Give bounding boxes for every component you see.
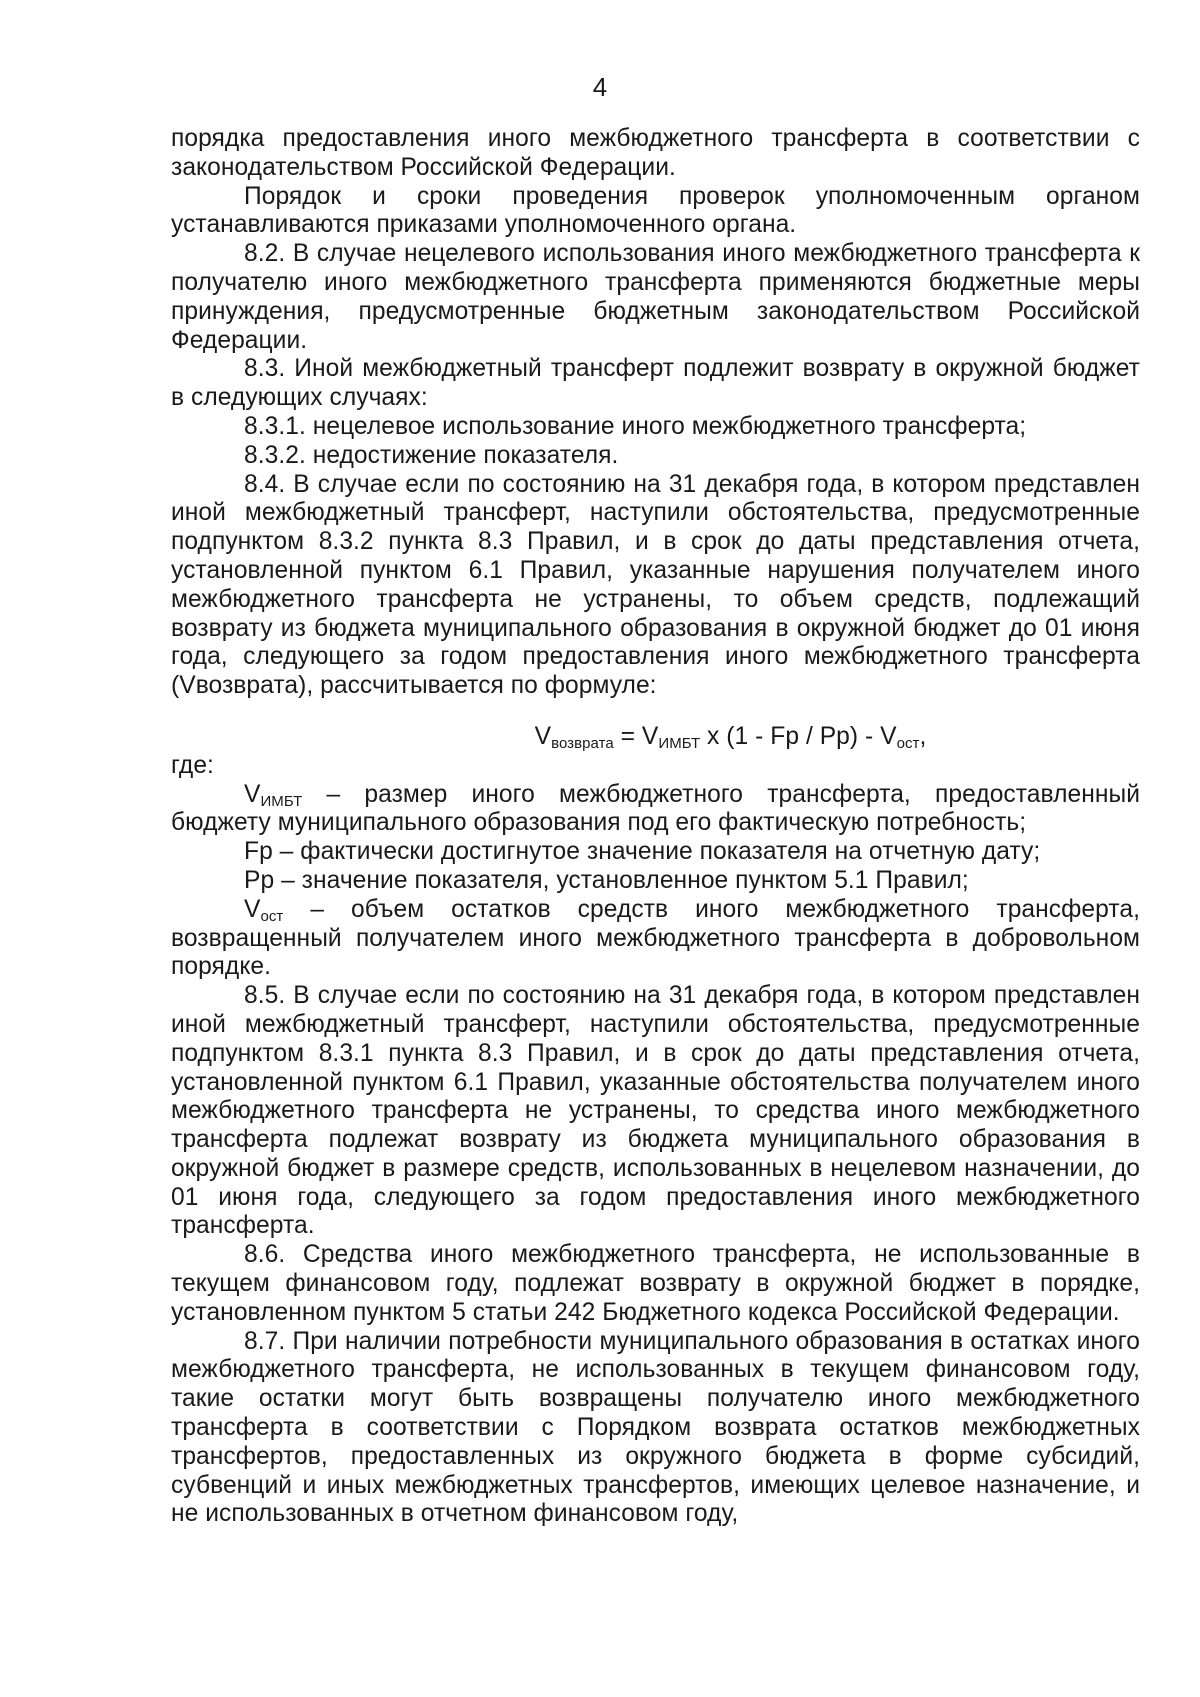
where-label: где:: [171, 751, 214, 779]
formula-tail: ,: [919, 722, 927, 750]
formula-sub-imbt: ИМБТ: [658, 734, 701, 752]
paragraph-8-3-1: 8.3.1. нецелевое использование иного межбюджетного трансферта;: [244, 412, 1027, 440]
definition-vimbt-symbol: V: [244, 780, 261, 808]
paragraph-inspection-order: Порядок и сроки проведения проверок уполномоченным органом устанавливаются приказами уполномоченного органа.: [171, 182, 1140, 239]
formula-middle: x (1 - Fр / Рр) - V: [700, 722, 897, 750]
definition-vimbt: [171, 781, 1140, 839]
paragraph-8-3-2: 8.3.2. недостижение показателя.: [244, 441, 619, 469]
paragraph-8-6: 8.6. Средства иного межбюджетного трансферта, не использованные в текущем финансовом году, подлежат возврату в окружной бюджет в порядке, установленном пунктом 5 статьи 242 Бюджетного кодекса Российской Федерации.: [171, 1241, 1140, 1326]
return-formula: [171, 723, 1140, 752]
paragraph-8-2: 8.2. В случае нецелевого использования иного межбюджетного трансферта к получателю иного межбюджетного трансферта применяются бюджетные меры принуждения, предусмотренные бюджетным законодательством Российской Федерации.: [171, 240, 1140, 354]
formula-sub-ost: ост: [896, 734, 920, 752]
definition-vost: [171, 896, 1140, 982]
formula-equals: = V: [613, 722, 659, 750]
definition-vost-text: – объем остатков средств иного межбюджетного трансферта, возвращенный получателем иного межбюджетного трансферта в добровольном порядке.: [171, 895, 1140, 981]
paragraph-8-7: 8.7. При наличии потребности муниципального образования в остатках иного межбюджетного трансферта, не использованных в текущем финансовом году, такие остатки могут быть возвращены получателю иного межбюджетного трансферта в соответствии с Порядком возврата остатков межбюджетных трансфертов, предоставленных из окружного бюджета в форме субсидий, субвенций и иных межбюджетных трансфертов, имеющих целевое назначение, и не использованных в отчетном финансовом году,: [171, 1327, 1140, 1528]
document-body: [171, 125, 1140, 1529]
paragraph-continuation: порядка предоставления иного межбюджетного трансферта в соответствии с законодательством Российской Федерации.: [171, 125, 1140, 181]
definition-vost-sub: ост: [260, 907, 284, 925]
definition-fp: Fр – фактически достигнутое значение показателя на отчетную дату;: [244, 838, 1041, 866]
formula-sub-return: возврата: [551, 734, 614, 752]
paragraph-8-5: 8.5. В случае если по состоянию на 31 декабря года, в котором представлен иной межбюджетный трансферт, наступили обстоятельства, предусмотренные подпунктом 8.3.1 пункта 8.3 Правил, и в срок до даты представления отчета, установленной пунктом 6.1 Правил, указанные обстоятельства получателем иного межбюджетного трансферта не устранены, то средства иного межбюджетного трансферта подлежат возврату из бюджета муниципального образования в окружной бюджет в размере средств, использованных в нецелевом назначении, до 01 июня года, следующего за годом предоставления иного межбюджетного трансферта.: [171, 982, 1140, 1240]
paragraph-8-3: 8.3. Иной межбюджетный трансферт подлежит возврату в окружной бюджет в следующих случаях:: [171, 355, 1140, 412]
paragraph-8-4: 8.4. В случае если по состоянию на 31 декабря года, в котором представлен иной межбюджетный трансферт, наступили обстоятельства, предусмотренные подпунктом 8.3.2 пункта 8.3 Правил, и в срок до даты представления отчета, установленной пунктом 6.1 Правил, указанные нарушения получателем иного межбюджетного трансферта не устранены, то объем средств, подлежащий возврату из бюджета муниципального образования в окружной бюджет до 01 июня года, следующего за годом предоставления иного межбюджетного трансферта (Vвозврата), рассчитывается по формуле:: [171, 470, 1140, 700]
definition-vost-symbol: V: [244, 895, 261, 923]
formula-v-return: V: [534, 722, 552, 750]
definition-pp: Рр – значение показателя, установленное пунктом 5.1 Правил;: [244, 866, 969, 894]
page-number: 4: [592, 72, 608, 102]
definition-vimbt-sub: ИМБТ: [260, 792, 303, 810]
definition-vimbt-text: – размер иного межбюджетного трансферта, предоставленный бюджету муниципального образования под его фактическую потребность;: [171, 780, 1140, 837]
